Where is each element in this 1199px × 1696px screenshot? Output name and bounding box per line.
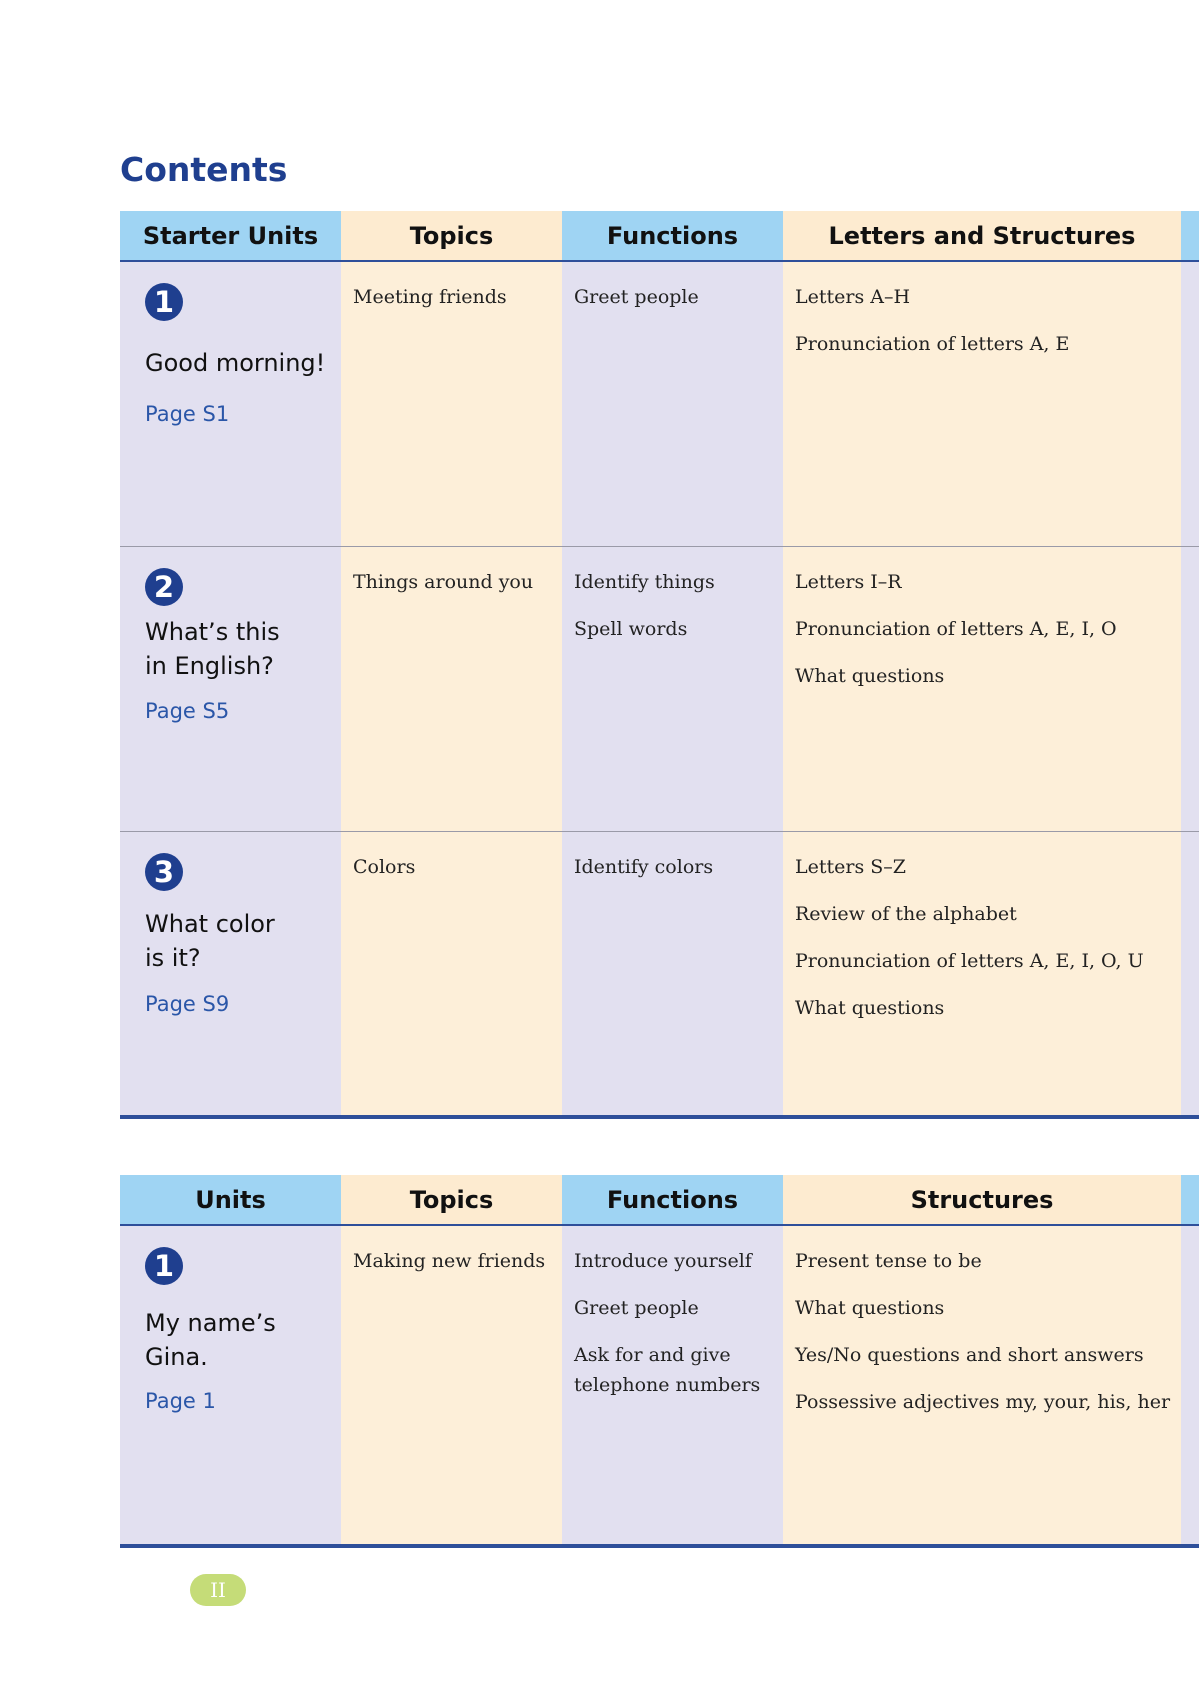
unit-page-link[interactable]: Page S5 — [145, 699, 230, 723]
structure-item: Review of the alphabet — [795, 903, 1017, 925]
edge-cell — [1181, 262, 1199, 546]
topics-cell — [341, 832, 562, 1115]
structure-item: Possessive adjectives my, your, his, her — [795, 1391, 1171, 1413]
function-item: Introduce yourself — [574, 1250, 752, 1272]
unit-cell — [120, 1226, 341, 1544]
edge-cell — [1181, 832, 1199, 1115]
header-letters-and-structures: Letters and Structures — [783, 211, 1181, 260]
structures-cell — [783, 1226, 1181, 1544]
header-structures: Structures — [783, 1175, 1181, 1224]
structure-item: Letters S–Z — [795, 856, 906, 878]
function-item: Ask for and give telephone numbers — [574, 1344, 761, 1396]
table-row — [120, 262, 1199, 546]
header-topics: Topics — [341, 211, 562, 260]
header-edge — [1181, 211, 1199, 260]
structure-item: Letters A–H — [795, 286, 911, 308]
structure-item: Pronunciation of letters A, E — [795, 333, 1070, 355]
unit-number-badge: 1 — [145, 283, 183, 321]
header-functions: Functions — [562, 211, 783, 260]
functions-cell — [562, 547, 783, 831]
structures-cell — [783, 832, 1181, 1115]
edge-cell — [1181, 1226, 1199, 1544]
structures-cell — [783, 547, 1181, 831]
unit-cell — [120, 832, 341, 1115]
page-title: Contents — [120, 150, 288, 189]
structure-item: Yes/No questions and short answers — [795, 1344, 1144, 1366]
header-edge — [1181, 1175, 1199, 1224]
page-number-badge: II — [190, 1574, 246, 1606]
table-row — [120, 832, 1199, 1115]
structure-item: Present tense to be — [795, 1250, 982, 1272]
functions-cell — [562, 262, 783, 546]
unit-title: Good morning! — [145, 349, 326, 377]
table-row — [120, 1226, 1199, 1544]
unit-number-badge: 2 — [145, 568, 183, 606]
header-units: Units — [120, 1175, 341, 1224]
function-item: Identify things — [574, 571, 715, 593]
unit-title: What’s this in English? — [145, 618, 280, 680]
topic-item: Colors — [353, 856, 416, 878]
topic-item: Making new friends — [353, 1250, 546, 1272]
units-table — [120, 1175, 1199, 1548]
unit-cell — [120, 547, 341, 831]
function-item: Greet people — [574, 286, 699, 308]
structure-item: What questions — [795, 997, 945, 1019]
structures-cell — [783, 262, 1181, 546]
table-bottom-rule — [120, 1115, 1199, 1119]
function-item: Greet people — [574, 1297, 699, 1319]
table-row — [120, 547, 1199, 831]
function-item: Spell words — [574, 618, 688, 640]
unit-number-badge: 3 — [145, 853, 183, 891]
header-functions: Functions — [562, 1175, 783, 1224]
edge-cell — [1181, 547, 1199, 831]
starter-units-table — [120, 211, 1199, 1119]
unit-cell — [120, 262, 341, 546]
unit-title: My name’s Gina. — [145, 1309, 276, 1371]
unit-page-link[interactable]: Page 1 — [145, 1389, 216, 1413]
structure-item: Pronunciation of letters A, E, I, O, U — [795, 950, 1144, 972]
unit-number-badge: 1 — [145, 1247, 183, 1285]
unit-title: What color is it? — [145, 910, 275, 972]
functions-cell — [562, 832, 783, 1115]
structure-item: What questions — [795, 1297, 945, 1319]
topics-cell — [341, 1226, 562, 1544]
function-item: Identify colors — [574, 856, 714, 878]
topics-cell — [341, 262, 562, 546]
header-starter-units: Starter Units — [120, 211, 341, 260]
header-topics: Topics — [341, 1175, 562, 1224]
structure-item: What questions — [795, 665, 945, 687]
functions-cell — [562, 1226, 783, 1544]
topics-cell — [341, 547, 562, 831]
unit-page-link[interactable]: Page S9 — [145, 992, 230, 1016]
unit-page-link[interactable]: Page S1 — [145, 402, 230, 426]
table-bottom-rule — [120, 1544, 1199, 1548]
topic-item: Things around you — [353, 571, 534, 593]
structure-item: Pronunciation of letters A, E, I, O — [795, 618, 1117, 640]
topic-item: Meeting friends — [353, 286, 507, 308]
structure-item: Letters I–R — [795, 571, 902, 593]
